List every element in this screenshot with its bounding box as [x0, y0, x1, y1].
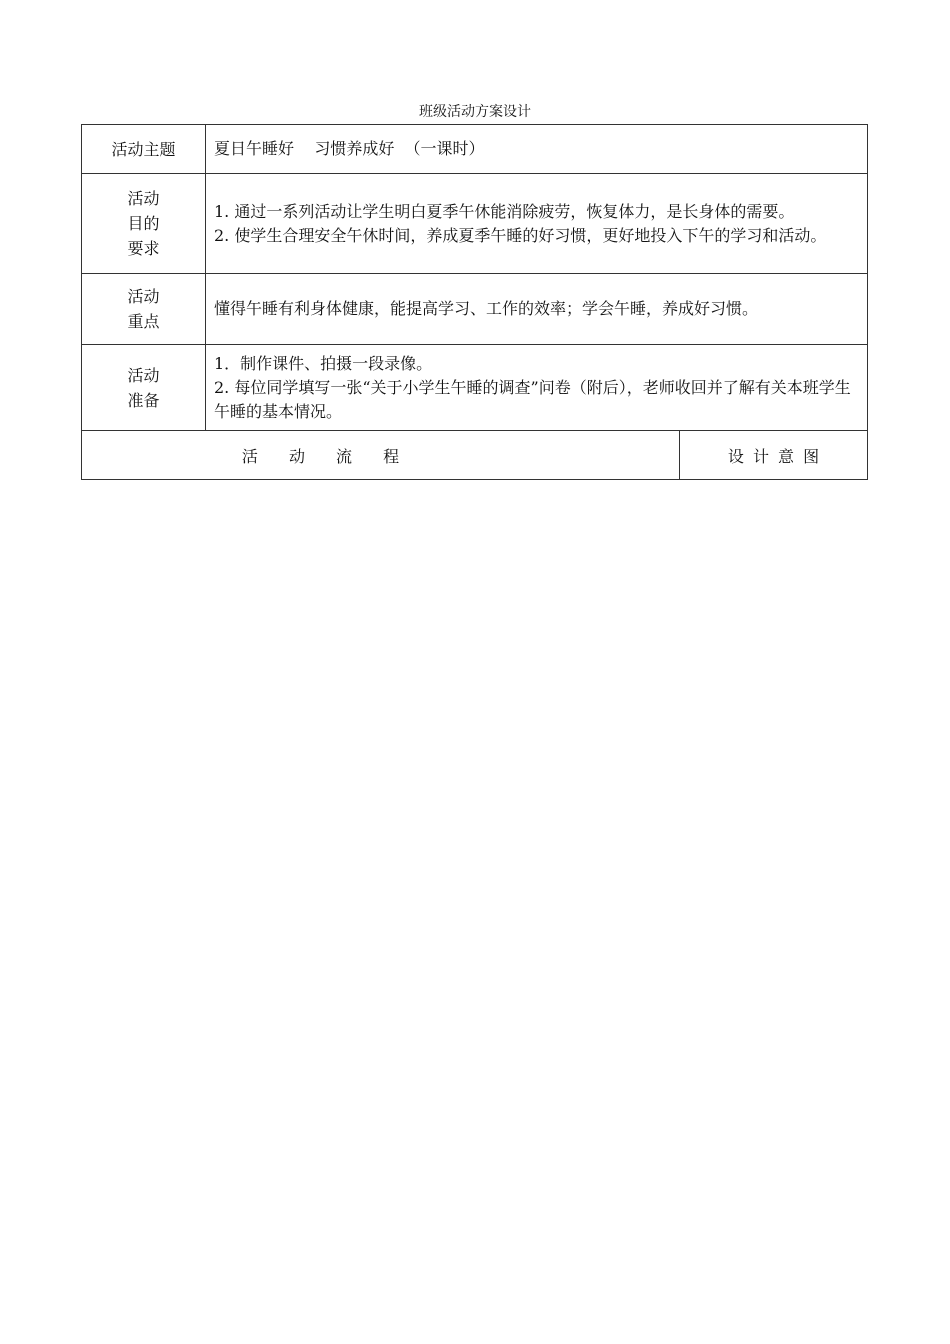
theme-value [206, 125, 868, 174]
prep-label [82, 345, 206, 431]
goal-item: 1. 通过一系列活动让学生明白夏季午休能消除疲劳，恢复体力，是长身体的需要。 [214, 201, 795, 221]
theme-value-text: 夏日午睡好 习惯养成好 （一课时） [214, 139, 485, 158]
goal-label-line: 目的 [127, 214, 160, 233]
flow-header-text: 活 动 流 程 [241, 446, 400, 466]
goal-item: 2. 使学生合理安全午休时间，养成夏季午睡的好习惯，更好地投入下午的学习和活动。 [214, 225, 827, 245]
goal-label-line: 活动 [127, 189, 160, 208]
focus-label-line: 重点 [127, 312, 160, 331]
flow-header-row [82, 431, 868, 480]
activity-plan-table [81, 124, 868, 480]
focus-label [82, 274, 206, 345]
goal-content [206, 174, 868, 274]
prep-item: 1．制作课件、拍摄一段录像。 [214, 353, 433, 373]
theme-label [82, 125, 206, 174]
goal-row [82, 174, 868, 274]
goal-label-line: 要求 [127, 239, 160, 258]
theme-row [82, 125, 868, 174]
document-title: 班级活动方案设计 [419, 104, 531, 120]
focus-label-line: 活动 [127, 287, 160, 306]
flow-header [82, 431, 680, 480]
prep-content [206, 345, 868, 431]
theme-label-text: 活动主题 [111, 139, 176, 159]
prep-label-line: 活动 [127, 365, 160, 385]
intent-header-text: 设 计 意 图 [727, 446, 820, 466]
prep-label-line: 准备 [127, 390, 160, 410]
focus-text: 懂得午睡有利身体健康，能提高学习、工作的效率；学会午睡，养成好习惯。 [214, 299, 759, 318]
prep-item: 2. 每位同学填写一张“关于小学生午睡的调查”问卷（附后），老师收回并了解有关本班学生午睡的基本情况。 [214, 377, 851, 421]
intent-header [680, 431, 868, 480]
prep-row [82, 345, 868, 431]
goal-label [82, 174, 206, 274]
focus-content [206, 274, 868, 345]
focus-row [82, 274, 868, 345]
